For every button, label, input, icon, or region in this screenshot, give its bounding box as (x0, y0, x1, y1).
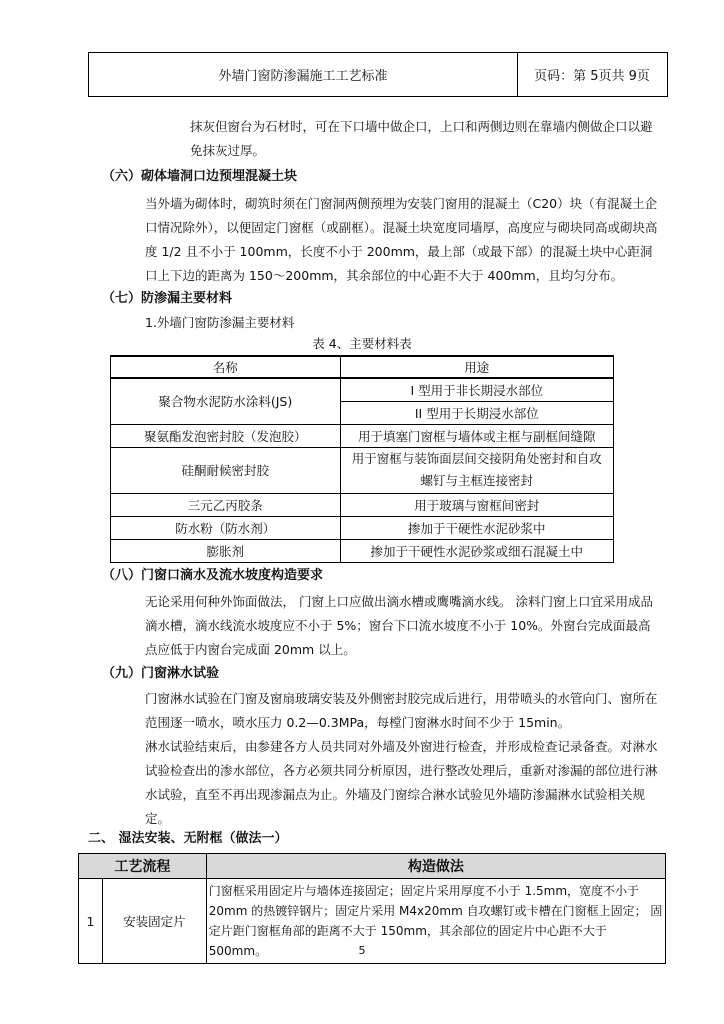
material-use: I 型用于非长期浸水部位 (340, 378, 613, 401)
material-name: 硅酮耐候密封胶 (111, 447, 341, 493)
section-8-text: 无论采用何种外饰面做法， 门窗上口应做出滴水槽或鹰嘴滴水线。 涂料门窗上口宜采用成品滴水槽，滴水线流水坡度应不小于 5%；窗台下口流水坡度不小于 10%。外窗台完成面最高点应低于内窗台完成面 20mm 以上。 (145, 594, 653, 657)
section-9-text-1: 门窗淋水试验在门窗及窗扇玻璃安装及外侧密封胶完成后进行，用带喷头的水管向门、窗所在范围逐一喷水，喷水压力 0.2—0.3MPa，每樘门窗淋水时间不少于 15min。 (145, 691, 658, 730)
document-title: 外墙门窗防渗漏施工工艺标准 (89, 53, 518, 96)
material-name: 防水粉（防水剂） (111, 516, 341, 539)
section-two-heading: 二、 湿法安装、无附框（做法一） (88, 831, 288, 846)
material-use: 掺加于干硬性水泥砂浆或细石混凝土中 (340, 539, 613, 562)
material-use: 用于玻璃与窗框间密封 (340, 493, 613, 516)
materials-table (110, 355, 614, 563)
materials-column-use: 用途 (340, 356, 613, 378)
material-name: 三元乙丙胶条 (111, 493, 341, 516)
section-8-heading: （八）门窗口滴水及流水坡度构造要求 (102, 568, 324, 583)
materials-column-name: 名称 (111, 356, 341, 378)
section-9-heading: （九）门窗淋水试验 (102, 666, 220, 681)
intro-paragraph: 抹灰但窗台为石材时，可在下口墙中做企口，上口和两侧边则在靠墙内侧做企口以避免抹灰过厚。 (190, 119, 653, 158)
material-name: 膨胀剂 (111, 539, 341, 562)
material-use: 掺加于干硬性水泥砂浆中 (340, 516, 613, 539)
process-column-method: 构造做法 (206, 854, 665, 879)
material-use: 用于窗框与装饰面层间交接阴角处密封和自攻螺钉与主框连接密封 (340, 447, 613, 493)
section-6-text: 当外墙为砌体时，砌筑时须在门窗洞两侧预埋为安装门窗用的混凝土（C20）块（有混凝土企口情况除外），以便固定门窗框（或副框）。混凝土块宽度同墙厚，高度应与砌块同高或砌块高度 1/2 且不小于 100mm，长度不小于 200mm，最上部（或最下部）的混凝土块中心距洞口上下边的距离为 150～200mm，其余部位的中心距不大于 400mm，且均匀分布。 (145, 196, 658, 283)
material-use: II 型用于长期浸水部位 (340, 401, 613, 424)
process-row-method: 门窗框采用固定片与墙体连接固定；固定片采用厚度不小于 1.5mm，宽度不小于 20mm 的热镀锌钢片；固定片采用 M4x20mm 自攻螺钉或卡槽在门窗框上固定； 固定片距门窗框角部的距离不大于 150mm，其余部位的固定片中心距不大于 500mm。 (206, 879, 665, 964)
process-column-flow: 工艺流程 (79, 854, 207, 879)
material-use: 用于填塞门窗框与墙体或主框与副框间缝隙 (340, 424, 613, 447)
process-row-step: 安装固定片 (102, 879, 206, 964)
page-label: 页码：第 5页共 9页 (534, 69, 650, 84)
section-7-subheading: 1.外墙门窗防渗漏主要材料 (145, 315, 295, 330)
table-caption: 表 4、主要材料表 (312, 336, 412, 351)
page-number: 5 (358, 944, 366, 957)
material-name: 聚氨酯发泡密封胶（发泡胶） (111, 424, 341, 447)
section-6-heading: （六）砌体墙洞口边预埋混凝土块 (102, 169, 298, 184)
process-row-number: 1 (79, 879, 103, 964)
section-9-text-2: 淋水试验结束后，由参建各方人员共同对外墙及外窗进行检查，并形成检查记录备查。对淋水试验检查出的渗水部位，各方必须共同分析原因，进行整改处理后，重新对渗漏的部位进行淋水试验，直至不再出现渗漏点为止。外墙及门窗综合淋水试验见外墙防渗漏淋水试验相关规定。 (145, 739, 658, 826)
section-7-heading: （七）防渗漏主要材料 (102, 291, 233, 306)
material-name: 聚合物水泥防水涂料(JS) (111, 378, 341, 424)
page-header (88, 52, 668, 97)
